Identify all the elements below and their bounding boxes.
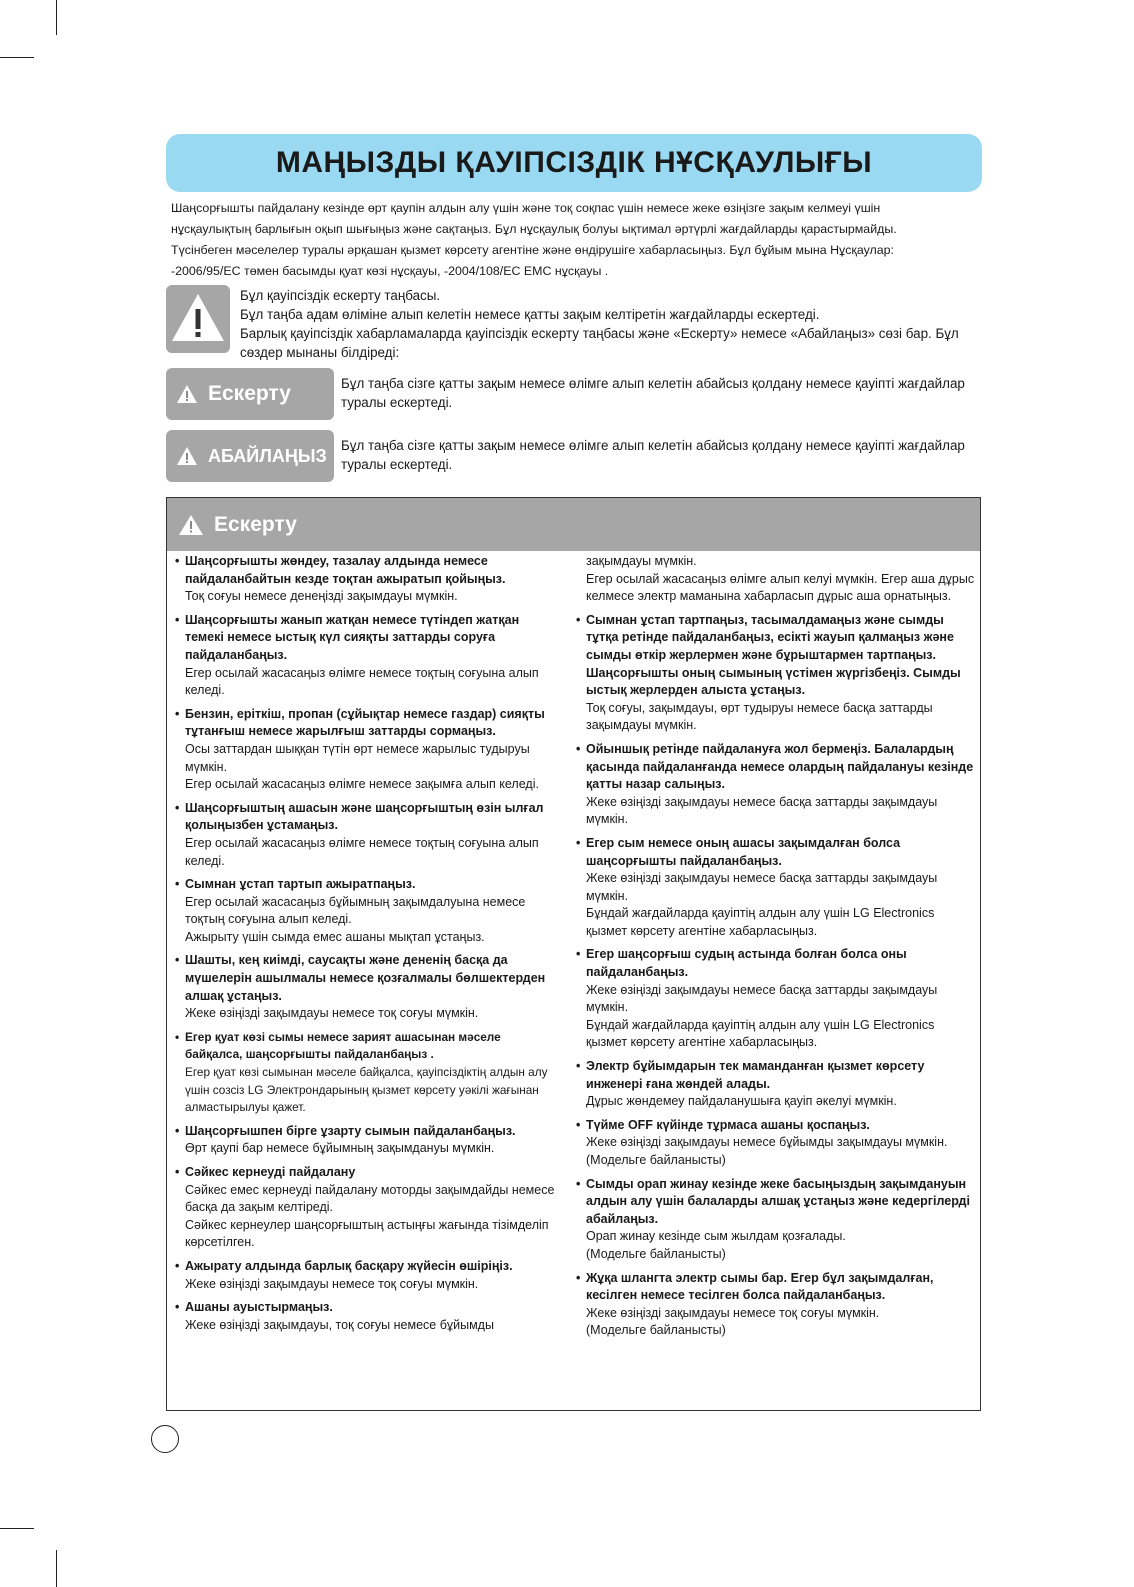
list-item: • Шаңсорғышпен бірге ұзарту сымын пайдаланбаңыз. Өрт қаупі бар немесе бұйымның зақымдануы мүмкін. xyxy=(175,1123,516,1156)
warning-triangle-icon xyxy=(176,384,198,404)
list-item: • Ашаны ауыстырмаңыз. Жеке өзіңізді зақымдауы, тоқ соғуы немесе бұйымды xyxy=(175,1300,494,1332)
warning-section-title: Ескерту xyxy=(214,512,297,536)
safety-sign-line-2: Бұл таңба адам өліміне алып келетін немесе қатты зақым келтіретін жағдайларды ескертеді. xyxy=(240,307,820,322)
caution-description: Бұл таңба сізге қатты зақым немесе өлімге алып келетін абайсыз қолдану немесе қауіпті жағдайлар туралы ескертеді. xyxy=(341,438,965,472)
safety-alert-symbol xyxy=(166,285,230,353)
warning-triangle-icon xyxy=(166,285,230,353)
list-item: • Ойыншық ретінде пайдалануға жол бермеңіз. Балалардың қасында пайдаланғанда немесе олардың пайдалануы кезінде қатты назар салыңыз. Жеке өзіңізді зақымдауы немесе басқа заттарды зақымдауы мүмкін. xyxy=(576,741,974,827)
warning-section-header xyxy=(167,498,980,551)
list-item: • Егер сым немесе оның ашасы зақымдалған болса шаңсорғышты пайдаланбаңыз. Жеке өзіңізді зақымдауы немесе басқа заттарды зақымдауы мүмкін. Бұндай жағдайларда қауіптің алдын алу үшін LG Electronics қызмет көрсету агентіне хабарласыңыз. xyxy=(576,835,938,938)
caution-label: АБАЙЛАҢЫЗ xyxy=(208,445,327,466)
caution-label-box xyxy=(166,430,334,482)
crop-mark-bottom-horizontal xyxy=(0,1528,34,1529)
page-number-circle xyxy=(151,1425,179,1453)
warning-triangle-icon xyxy=(176,446,198,466)
warning-label-box xyxy=(166,368,334,420)
intro-line-3: Түсінбеген мәселелер туралы әрқашан қызмет көрсету агентіне және өндірушіге хабарласыңыз. Бұл бұйым мына Нұсқаулар: xyxy=(171,243,894,257)
left-column xyxy=(175,553,560,1340)
list-item: • Егер шаңсорғыш судың астында болған болса оны пайдаланбаңыз. Жеке өзіңізді зақымдауы немесе басқа заттарды зақымдауы мүмкін. Бұндай жағдайларда қауіптің алдын алу үшін LG Electronics қызмет көрсету агентіне хабарласыңыз. xyxy=(576,947,938,1050)
intro-line-1: Шаңсорғышты пайдалану кезінде өрт қаупін алдын алу үшін және тоқ соқпас үшін немесе жеке өзіңізге зақым келмеуі үшін xyxy=(171,201,881,215)
page-title: МАҢЫЗДЫ ҚАУІПСІЗДІК НҰСҚАУЛЫҒЫ xyxy=(275,146,873,179)
list-item: • Сәйкес кернеуді пайдалану Сәйкес емес кернеуді пайдалану моторды зақымдайды немесе басқа да зақым келтіреді. Сәйкес кернеулер шаңсорғыштың астыңғы жағында тізімделіп көрсетілген. xyxy=(175,1165,555,1250)
list-item: • Шашты, кең киімді, саусақты және дененің басқа да мүшелерін ашылмалы немесе қозғалмалы бөлшектерден алшақ ұстаңыз. Жеке өзіңізді зақымдауы немесе тоқ соғуы мүмкін. xyxy=(175,953,546,1021)
warning-label: Ескерту xyxy=(208,382,291,405)
list-item: • Сымды орап жинау кезінде жеке басыңыздың зақымдануын алдын алу үшін балаларды алшақ ұстаңыз және кедергілерді абайлаңыз. Орап жинау кезінде сым жылдам қозғалады. (Модельге байланысты) xyxy=(576,1176,970,1261)
right-column xyxy=(576,553,976,1346)
list-item: • Шаңсорғыштың ашасын және шаңсорғыштың өзін ылғал қолыңызбен ұстамаңыз. Егер осылай жасасаңыз өлімге немесе тоқтың соғуына алып келеді. xyxy=(175,800,544,868)
list-item: • Ажырату алдында барлық басқару жүйесін өшіріңіз. Жеке өзіңізді зақымдауы немесе тоқ соғуы мүмкін. xyxy=(175,1258,513,1291)
safety-sign-line-3: Барлық қауіпсіздік хабарламаларда қауіпсіздік ескерту таңбасы және «Ескерту» немесе «Абайлаңыз» сөзі бар. Бұл сөздер мынаны білдіреді: xyxy=(240,326,959,360)
safety-sign-line-1: Бұл қауіпсіздік ескерту таңбасы. xyxy=(240,288,441,303)
warning-section xyxy=(166,497,981,1411)
list-item-continuation: зақымдауы мүмкін. Егер осылай жасасаңыз өлімге алып келуі мүмкін. Егер аша дұрыс келмесе электр маманына хабарласып дұрыс аша орнатыңыз. xyxy=(586,554,975,604)
warning-triangle-icon xyxy=(178,514,204,536)
title-banner xyxy=(166,134,982,192)
warning-description: Бұл таңба сізге қатты зақым немесе өлімге алып келетін абайсыз қолдану немесе қауіпті жағдайлар туралы ескертеді. xyxy=(341,376,965,410)
crop-mark-bottom-vertical xyxy=(56,1550,57,1587)
intro-line-4: -2006/95/EC төмен басымды қуат көзі нұсқауы, -2004/108/EC EMC нұсқауы . xyxy=(171,264,609,278)
list-item: • Жұқа шлангта электр сымы бар. Егер бұл зақымдалған, кесілген немесе тесілген болса пайдаланбаңыз. Жеке өзіңізді зақымдауы немесе тоқ соғуы мүмкін. (Модельге байланысты) xyxy=(576,1270,934,1338)
list-item: • Түйме OFF күйінде тұрмаса ашаны қоспаңыз. Жеке өзіңізді зақымдауы немесе бұйымды зақымдауы мүмкін. (Модельге байланысты) xyxy=(576,1117,948,1167)
list-item: • Сымнан ұстап тартпаңыз, тасымалдамаңыз және сымды тұтқа ретінде пайдаланбаңыз, есікті жауып қалмаңыз және сымды өткір жерлермен және бұрыштармен тартпаңыз. Шаңсорғышты оның сымының үстімен жүргізбеңіз. Сымды ыстық жерлерден алыста ұстаңыз. Тоқ соғуы, зақымдауы, өрт тудыруы немесе басқа заттарды зақымдауы мүмкін. xyxy=(576,612,961,733)
list-item: • Шаңсорғышты жанып жатқан немесе түтіндеп жатқан темекі немесе ыстық күл сияқты заттарды соруға пайдаланбаңыз. Егер осылай жасасаңыз өлімге немесе тоқтың соғуына алып келеді. xyxy=(175,612,539,698)
intro-line-2: нұсқаулықтың барлығын оқып шығыңыз және сақтаңыз. Бұл нұсқаулық болуы ықтимал әртүрлі жағдайларды қарастырмайды. xyxy=(171,222,897,236)
crop-mark-top-vertical xyxy=(56,0,57,35)
list-item: • Сымнан ұстап тартып ажыратпаңыз. Егер осылай жасасаңыз бұйымның зақымдалуына немесе тоқтың соғуына алып келеді. Ажырыту үшін сымда емес ашаны мықтап ұстаңыз. xyxy=(175,877,526,944)
list-item: • Электр бұйымдарын тек маманданған қызмет көрсету инженері ғана жөндей алады. Дұрыс жөндемеу пайдаланушыға қауіп әкелуі мүмкін. xyxy=(576,1059,925,1109)
list-item: • Егер қуат көзі сымы немесе зарият ашасынан мәселе байқалса, шаңсорғышты пайдаланбаңыз . Егер қуат көзі сымынан мәселе байқалса, қауіпсіздіктің алдын алу үшін созсіз LG Электрондарының қызмет көрсету уәкілі жағынан алмастырылуы қажет. xyxy=(175,1029,548,1115)
list-item: • Шаңсорғышты жөндеу, тазалау алдында немесе пайдаланбайтын кезде тоқтан ажыратып қойыңыз. Тоқ соғуы немесе денеңізді зақымдауы мүмкін. xyxy=(175,554,506,604)
list-item: • Бензин, еріткіш, пропан (сұйықтар немесе газдар) сияқты тұтанғыш немесе жарылғыш заттарды сормаңыз. Осы заттардан шыққан түтін өрт немесе жарылыс тудыруы мүмкін. Егер осылай жасасаңыз өлімге немесе зақымға алып келеді. xyxy=(175,706,545,792)
crop-mark-top-horizontal xyxy=(0,57,34,58)
